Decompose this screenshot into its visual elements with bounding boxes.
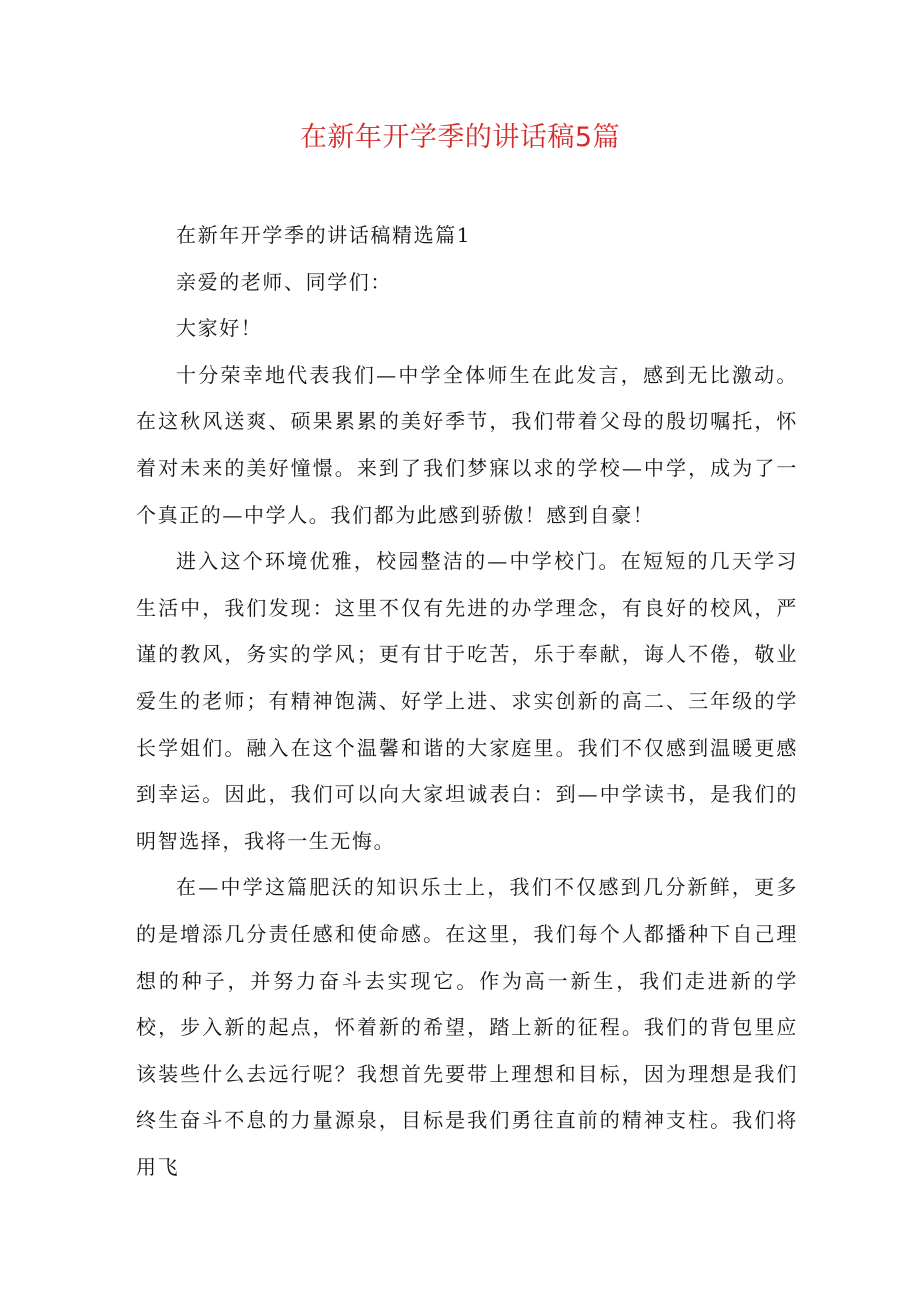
salutation: 亲爱的老师、同学们： (176, 269, 392, 294)
document-title: 在新年开学季的讲话稿5篇 (299, 122, 621, 153)
document-body (136, 212, 798, 1190)
section-heading: 在新年开学季的讲话稿精选篇1 (176, 223, 472, 247)
body-paragraph-1: 十分荣幸地代表我们—中学全体师生在此发言，感到无比激动。在这秋风送爽、硕果累累的美好季节，我们带着父母的殷切嘱托，怀着对未来的美好憧憬。来到了我们梦寐以求的学校—中学，成为了一个真正的—中学人。我们都为此感到骄傲！感到自豪！ (136, 362, 798, 527)
body-paragraph-2: 进入这个环境优雅，校园整洁的—中学校门。在短短的几天学习生活中，我们发现：这里不仅有先进的办学理念，有良好的校风，严谨的教风，务实的学风；更有甘于吃苦，乐于奉献，诲人不倦，敬业爱生的老师；有精神饱满、好学上进、求实创新的高二、三年级的学长学姐们。融入在这个温馨和谐的大家庭里。我们不仅感到温暖更感到幸运。因此，我们可以向大家坦诚表白：到—中学读书，是我们的明智选择，我将一生无悔。 (136, 549, 798, 853)
body-paragraph-3: 在—中学这篇肥沃的知识乐士上，我们不仅感到几分新鲜，更多的是增添几分责任感和使命感。在这里，我们每个人都播种下自己理想的种子，并努力奋斗去实现它。作为高一新生，我们走进新的学校，步入新的起点，怀着新的希望，踏上新的征程。我们的背包里应该装些什么去远行呢？我想首先要带上理想和目标，因为理想是我们终生奋斗不息的力量源泉，目标是我们勇往直前的精神支柱。我们将用飞 (136, 875, 798, 1179)
greeting: 大家好！ (176, 316, 263, 341)
